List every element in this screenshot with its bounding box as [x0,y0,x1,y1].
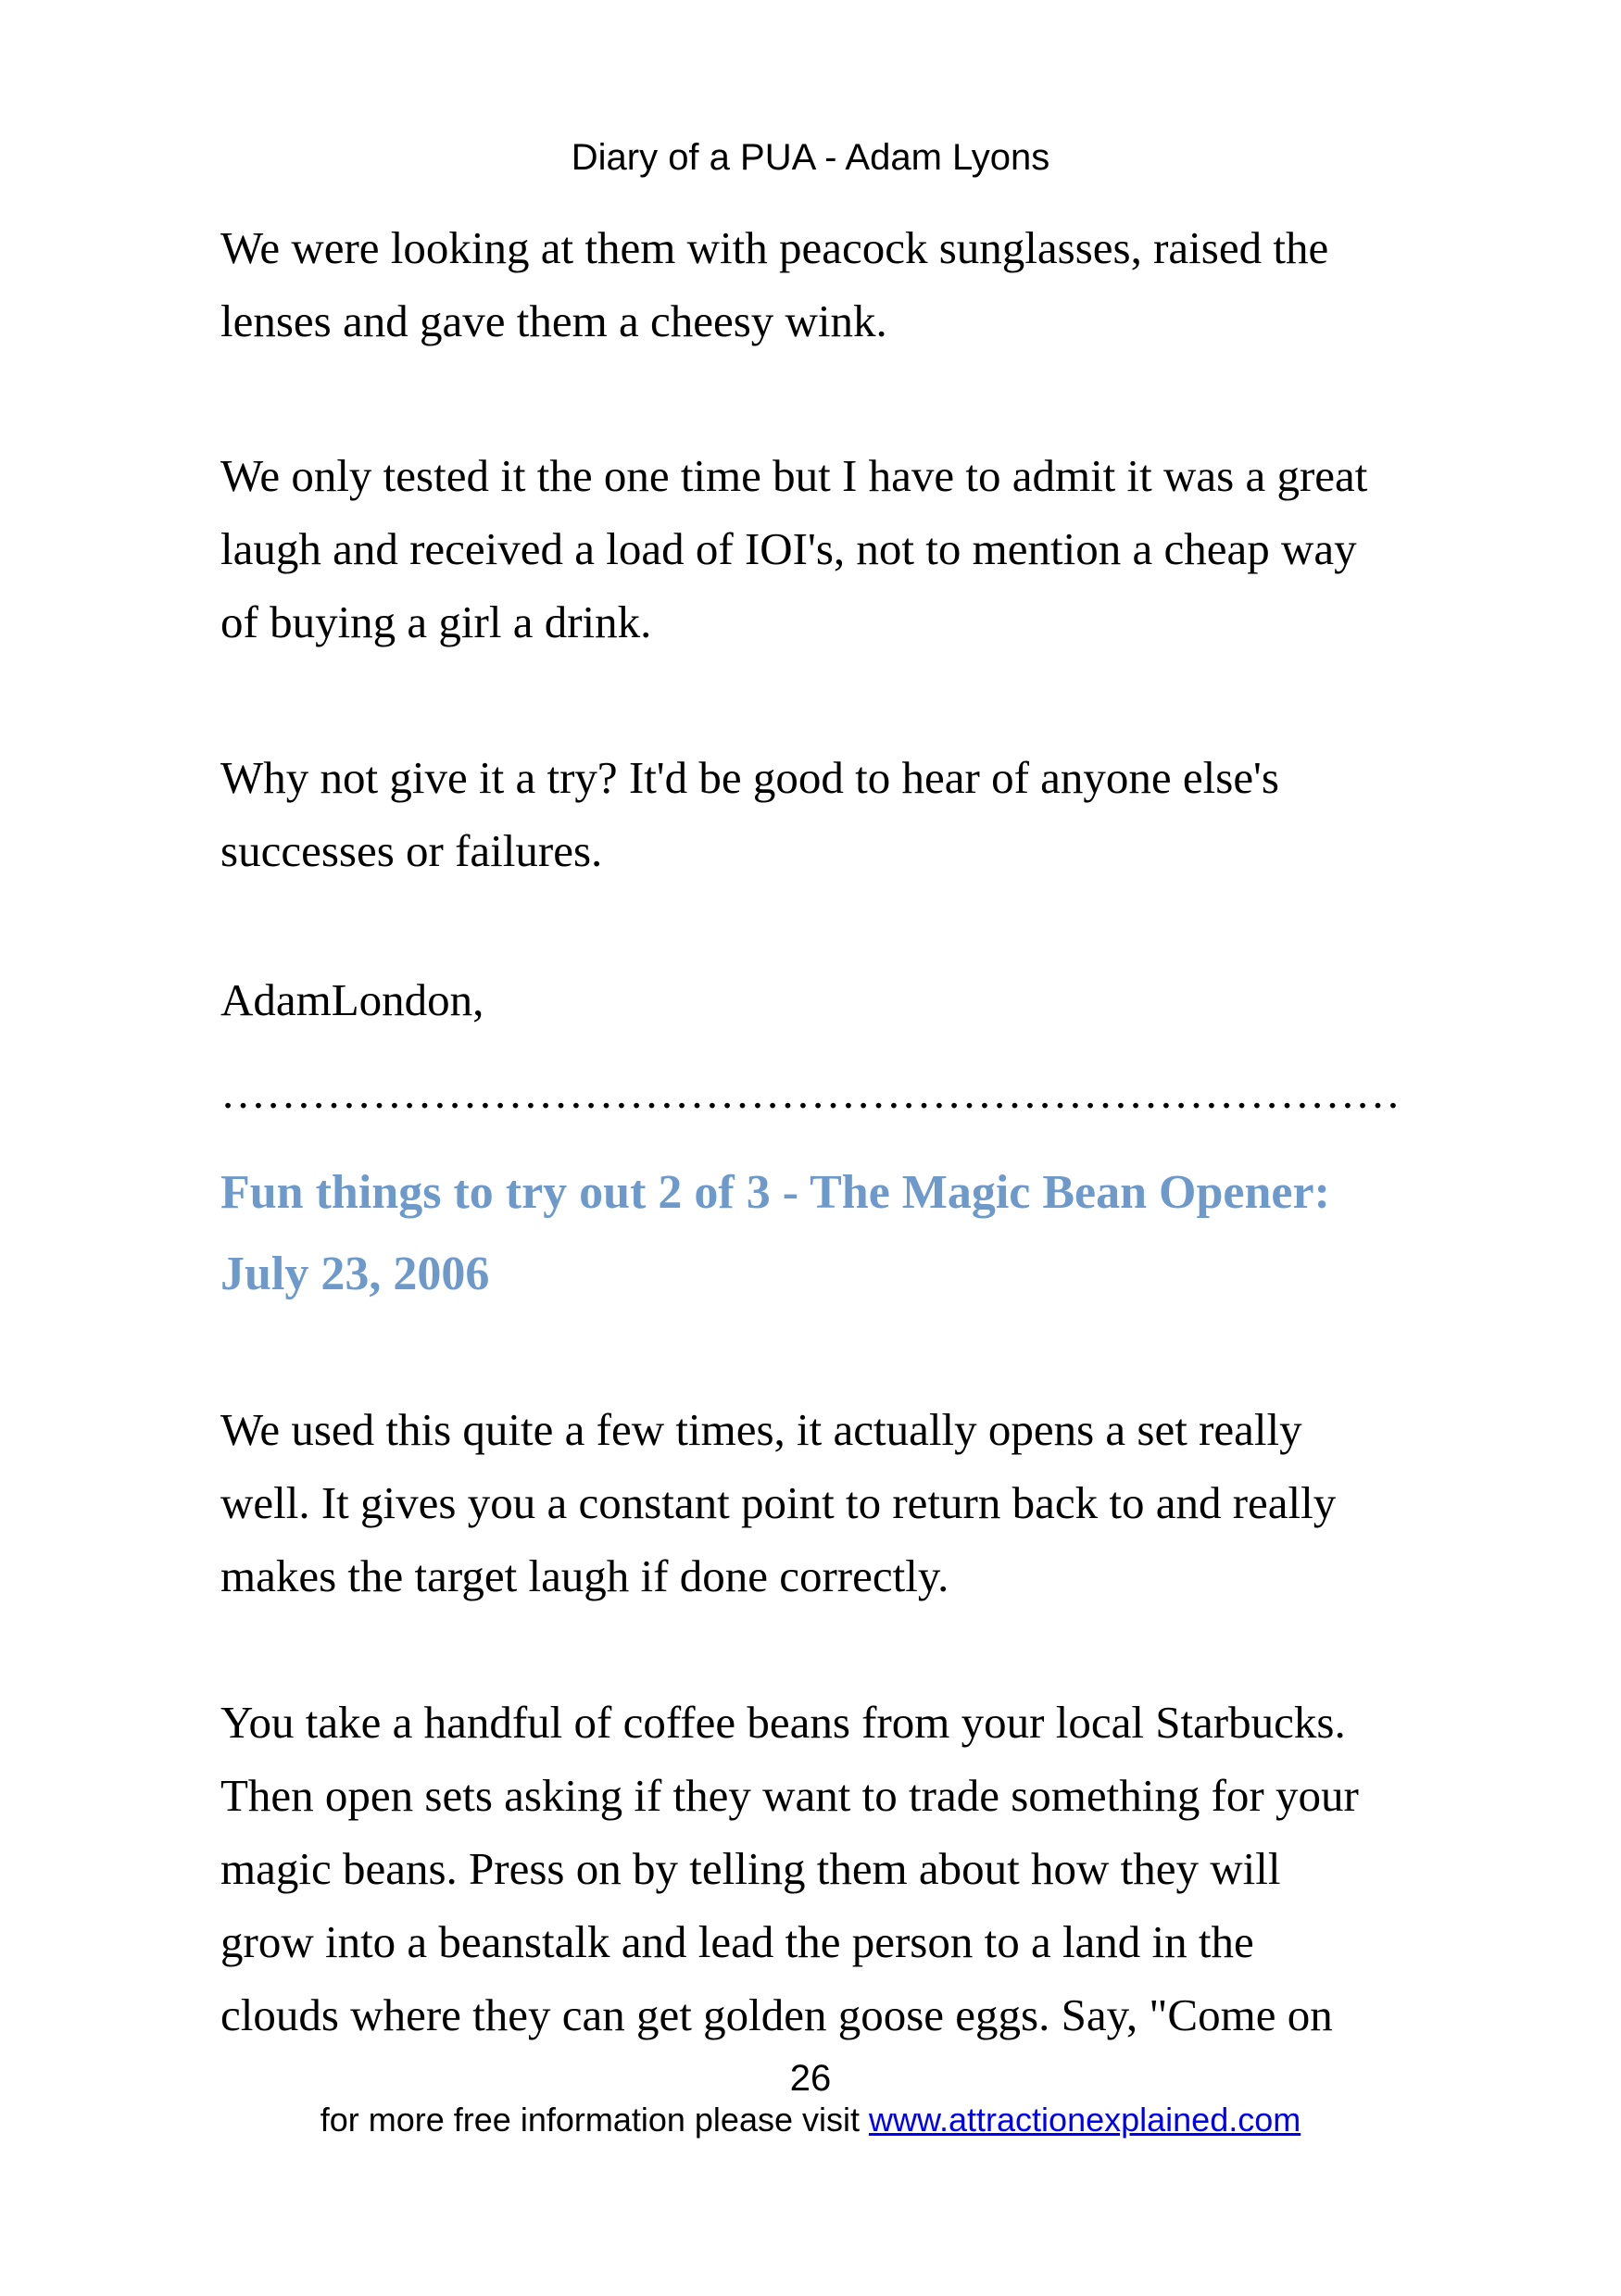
dotted-separator: …………………………………………………………………… [220,1067,1401,1118]
page-number: 26 [789,2058,832,2099]
post-title: Fun things to try out 2 of 3 - The Magic Bean Opener: July 23, 2006 [220,1166,1330,1300]
paragraph-coffee-beans: You take a handful of coffee beans from your local Starbucks. Then open sets asking if they want to trade something for your magic beans. Press on by telling them about how they will grow into a beanstalk and lead the person to a land in the clouds where they can get golden goose eggs. Say, "Come on [220,1697,1359,2040]
signoff: AdamLondon, [220,974,484,1025]
paragraph-magic-bean-intro: We used this quite a few times, it actually opens a set really well. It gives you a constant point to return back to and really makes the target laugh if done correctly. [220,1404,1337,1601]
footer-text: for more free information please visit [320,2101,869,2139]
footer-link[interactable]: www.attractionexplained.com [869,2101,1301,2139]
running-header: Diary of a PUA - Adam Lyons [571,137,1050,178]
paragraph-peacock-sunglasses: We were looking at them with peacock sunglasses, raised the lenses and gave them a cheesy wink. [220,222,1329,346]
footer [0,2101,1621,2139]
paragraph-give-it-a-try: Why not give it a try? It'd be good to hear of anyone else's successes or failures. [220,752,1279,876]
paragraph-tested-once: We only tested it the one time but I have to admit it was a great laugh and received a load of IOI's, not to mention a cheap way of buying a girl a drink. [220,450,1368,647]
